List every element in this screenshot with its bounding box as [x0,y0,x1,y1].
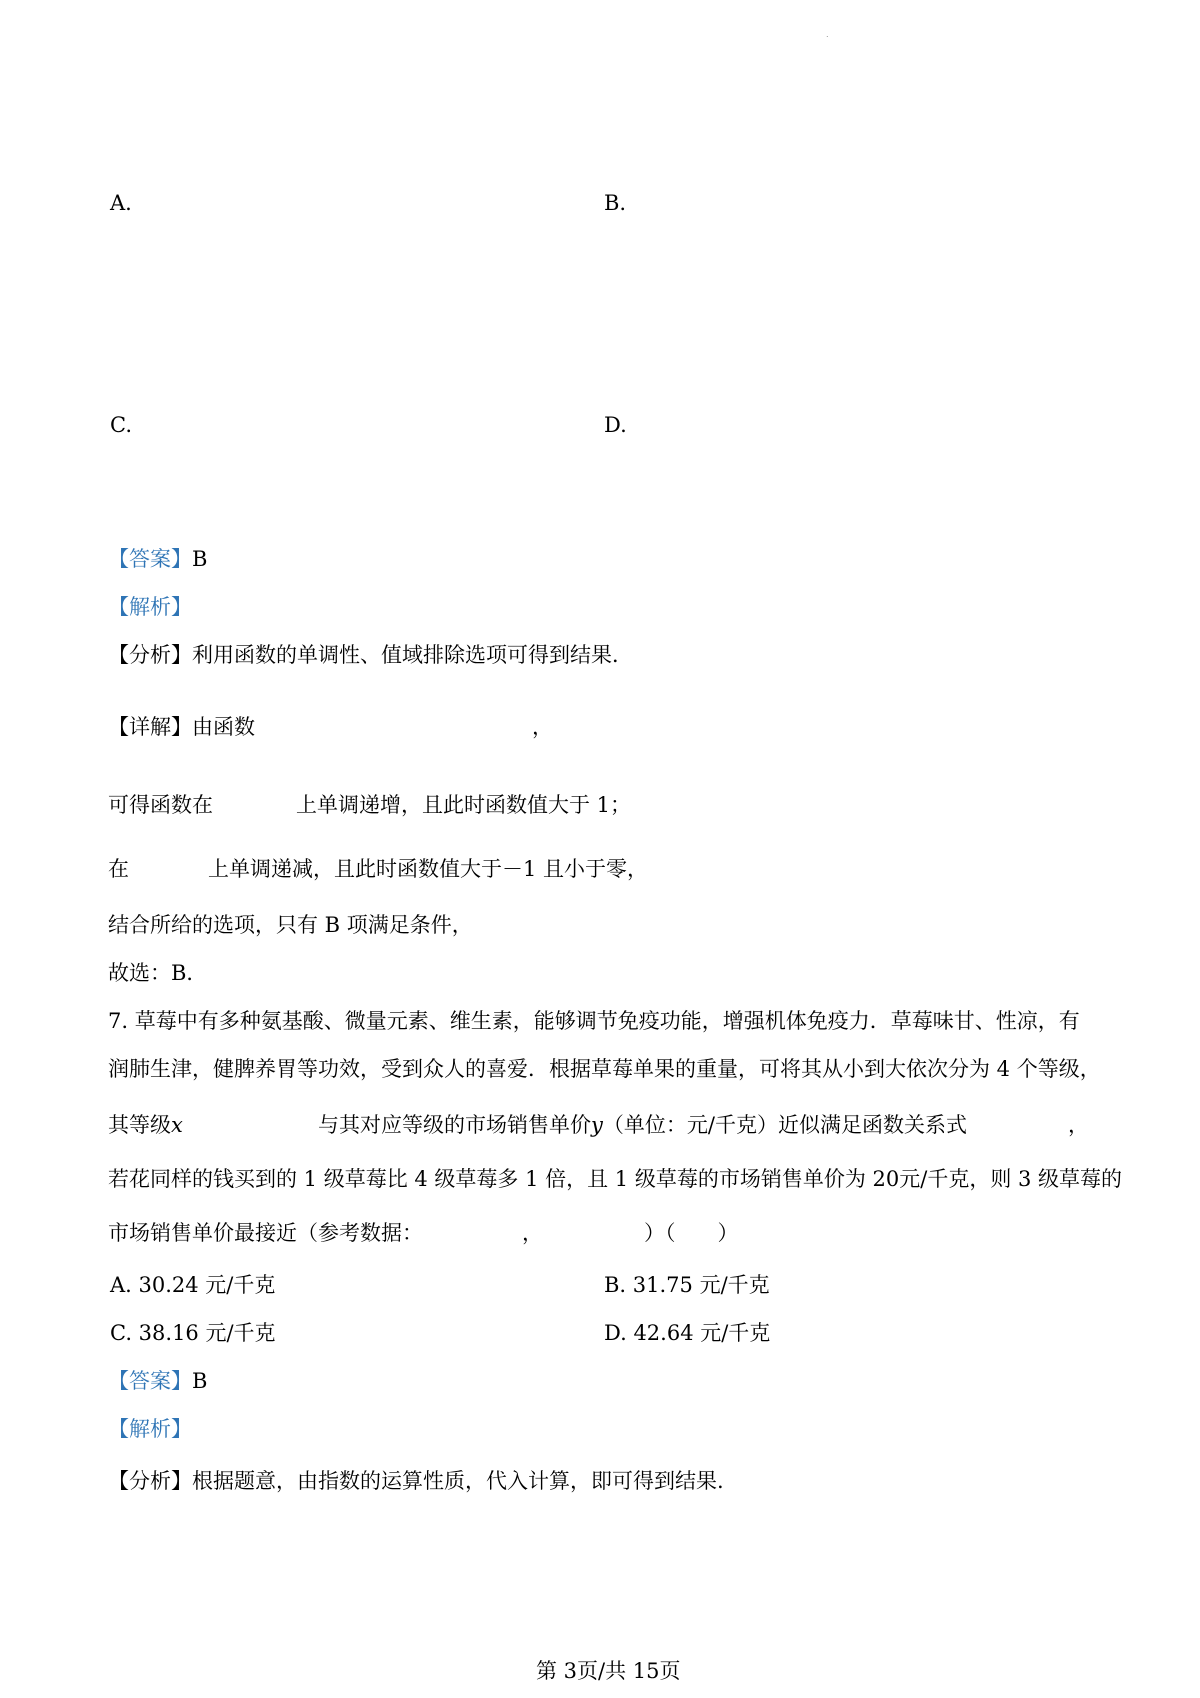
q7-stem-line-5a: 市场销售单价最接近（参考数据： [108,1221,423,1245]
q6-increase-suffix: 上单调递增，且此时函数值大于 1； [296,793,632,817]
xiangjie-text: 由函数 [192,715,255,739]
q7-stem-line-2: 润肺生津，健脾养胃等功效，受到众人的喜爱．根据草莓单果的重量，可将其从小到大依次分为 4 个等级， [108,1057,1101,1081]
q6-decrease-suffix: 上单调递减，且此时函数值大于－1 且小于零， [208,857,649,881]
q6-option-c: C. [110,413,132,437]
q7-fenxi-line [108,1468,724,1494]
q7-line3-p3: （单位：元/千克）近似满足函数关系式 [602,1113,967,1137]
q7-option-b: B. 31.75 元/千克 [604,1273,770,1297]
var-x: x [171,1113,183,1137]
q7-line3-p1: 其等级 [108,1113,171,1137]
q7-analysis-line [108,1416,192,1442]
page-number: 第 3页/共 15页 [536,1659,681,1683]
fenxi-tag: 【分析】 [108,1469,192,1493]
q7-stem-line-3c: ， [1068,1113,1089,1137]
q7-stem-line-3b [318,1112,967,1138]
q7-option-d: D. 42.64 元/千克 [604,1321,771,1345]
analysis-tag: 【解析】 [108,595,192,619]
q6-fenxi-line [108,642,633,668]
fenxi-text: 根据题意，由指数的运算性质，代入计算，即可得到结果. [192,1469,724,1493]
q6-option-b: B. [604,191,627,215]
q7-answer-line [108,1368,207,1394]
q6-xiangjie-comma: ， [532,715,553,739]
q7-stem-line-5c: ）（ ） [644,1221,739,1245]
var-y: y [591,1113,603,1137]
q6-analysis-line [108,594,192,620]
analysis-tag: 【解析】 [108,1417,192,1441]
answer-tag: 【答案】 [108,1369,192,1393]
q6-decrease-prefix: 在 [108,857,129,881]
q7-option-c: C. 38.16 元/千克 [110,1321,276,1345]
answer-value: B [192,1369,208,1393]
q6-choose-line: 故选：B． [108,961,208,985]
q6-option-d: D. [604,413,627,437]
xiangjie-tag: 【详解】 [108,715,192,739]
fenxi-text: 利用函数的单调性、值域排除选项可得到结果． [192,643,633,667]
q6-combine-line: 结合所给的选项，只有 B 项满足条件， [108,913,473,937]
q7-stem-line-5b: ， [522,1221,543,1245]
q6-answer-line [108,546,207,572]
fenxi-tag: 【分析】 [108,643,192,667]
q7-option-a: A. 30.24 元/千克 [110,1273,276,1297]
q6-option-a: A. [110,191,132,215]
q6-increase-prefix: 可得函数在 [108,793,213,817]
q6-xiangjie-line [108,714,255,740]
scan-speck: . [826,30,829,39]
answer-tag: 【答案】 [108,547,192,571]
q7-stem-line-4: 若花同样的钱买到的 1 级草莓比 4 级草莓多 1 倍，且 1 级草莓的市场销售单价为 20元/千克，则 3 级草莓的 [108,1167,1123,1191]
answer-value: B [192,547,208,571]
q7-line3-p2: 与其对应等级的市场销售单价 [318,1113,591,1137]
q7-stem-line-3a [108,1112,183,1138]
q7-stem-line-1: 7. 草莓中有多种氨基酸、微量元素、维生素，能够调节免疫功能，增强机体免疫力．草莓味甘、性凉，有 [108,1009,1080,1033]
